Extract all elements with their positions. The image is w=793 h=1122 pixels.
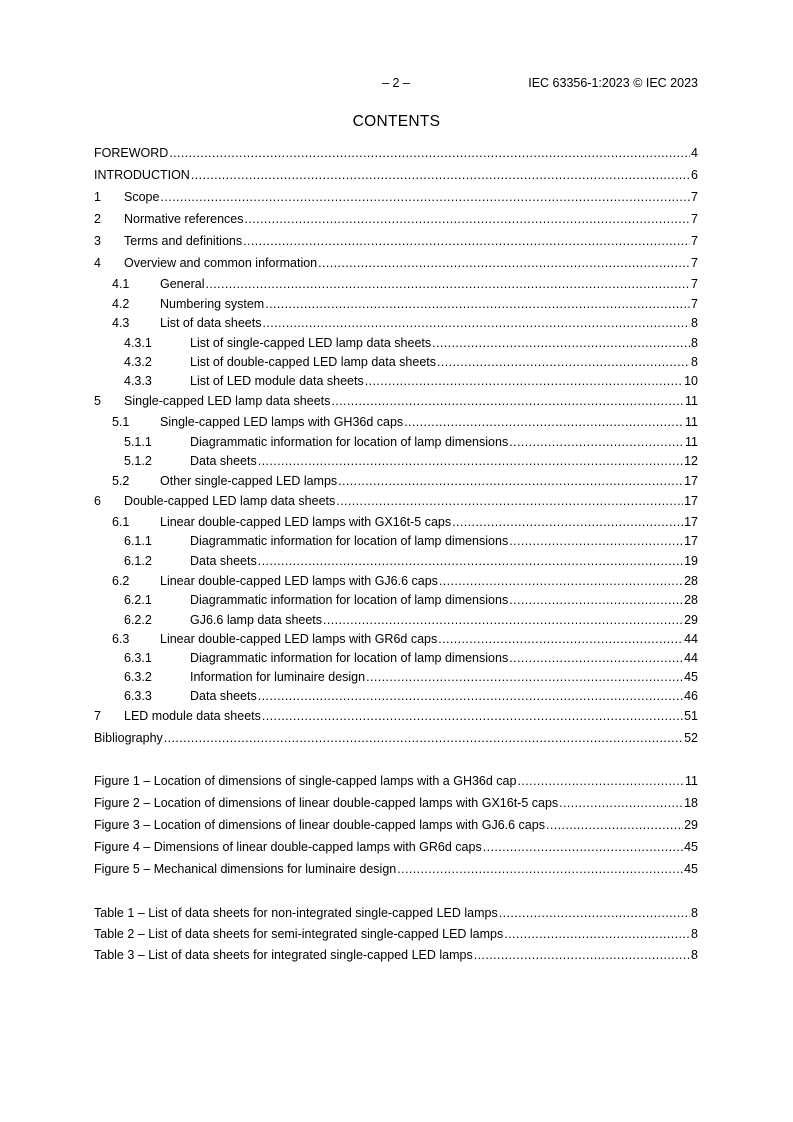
toc-entry[interactable] xyxy=(94,211,698,227)
toc-entry-number: 5.1.1 xyxy=(124,435,152,449)
toc-entry[interactable] xyxy=(94,434,698,450)
toc-entry[interactable] xyxy=(94,688,698,704)
dot-leader xyxy=(245,211,691,227)
toc-entry-title: INTRODUCTION xyxy=(94,168,190,182)
toc-entry[interactable] xyxy=(94,373,698,389)
toc-entry[interactable] xyxy=(94,255,698,271)
toc-entry-number: 5.1.2 xyxy=(124,454,152,468)
toc-entry-title: Diagrammatic information for location of lamp dimensions xyxy=(190,435,509,449)
toc-entry-title: Overview and common information xyxy=(124,256,318,270)
toc-entry[interactable] xyxy=(94,233,698,249)
toc-entry-title: Numbering system xyxy=(160,297,265,311)
toc-entry-number: 6.2 xyxy=(112,574,130,588)
toc-entry-page: 8 xyxy=(691,316,698,330)
toc-entry[interactable] xyxy=(94,453,698,469)
dot-leader xyxy=(160,189,690,205)
toc-entry-page: 29 xyxy=(684,613,698,627)
dot-leader xyxy=(504,926,690,942)
dot-leader xyxy=(265,296,690,312)
toc-entry-title: Diagrammatic information for location of lamp dimensions xyxy=(190,534,509,548)
toc-entry-title: List of single-capped LED lamp data sheets xyxy=(190,336,432,350)
dot-leader xyxy=(258,453,683,469)
toc-entry-page: 12 xyxy=(684,454,698,468)
toc-entry-page: 51 xyxy=(684,709,698,723)
toc-entry-title: Data sheets xyxy=(190,454,257,468)
toc-entry[interactable] xyxy=(94,612,698,628)
toc-entry-number: 4.3.2 xyxy=(124,355,152,369)
toc-entry-number: 6.3 xyxy=(112,632,130,646)
toc-entry[interactable] xyxy=(94,167,698,183)
toc-entry-number: 6.1 xyxy=(112,515,130,529)
table-entry[interactable] xyxy=(94,926,698,942)
page-header xyxy=(94,76,698,92)
dot-leader xyxy=(509,592,683,608)
dot-leader xyxy=(169,145,690,161)
dot-leader xyxy=(483,839,683,855)
toc-entry-number: 4.1 xyxy=(112,277,130,291)
toc-entry-title: Double-capped LED lamp data sheets xyxy=(124,494,336,508)
toc-entry-page: 6 xyxy=(691,168,698,182)
toc-entry[interactable] xyxy=(94,145,698,161)
toc-entry-number: 5.1 xyxy=(112,415,130,429)
toc-entry[interactable] xyxy=(94,650,698,666)
toc-entry[interactable] xyxy=(94,354,698,370)
dot-leader xyxy=(404,414,684,430)
dot-leader xyxy=(164,730,683,746)
dot-leader xyxy=(258,553,683,569)
figure-entry-title: Figure 5 – Mechanical dimensions for luminaire design xyxy=(94,862,397,876)
dot-leader xyxy=(559,795,683,811)
toc-entry-title: Linear double-capped LED lamps with GX16t-5 caps xyxy=(160,515,452,529)
toc-entry[interactable] xyxy=(94,296,698,312)
figure-entry-title: Figure 4 – Dimensions of linear double-capped lamps with GR6d caps xyxy=(94,840,482,854)
toc-entry-title: Other single-capped LED lamps xyxy=(160,474,338,488)
figure-entry[interactable] xyxy=(94,773,698,789)
toc-entry-number: 4.2 xyxy=(112,297,130,311)
toc-entry-number: 5 xyxy=(94,394,101,408)
toc-entry-title: Single-capped LED lamp data sheets xyxy=(124,394,331,408)
dot-leader xyxy=(243,233,690,249)
toc-entry-page: 11 xyxy=(685,394,698,408)
figure-entry[interactable] xyxy=(94,817,698,833)
toc-entry-page: 7 xyxy=(691,190,698,204)
toc-entry-page: 7 xyxy=(691,297,698,311)
figure-entry-title: Figure 1 – Location of dimensions of single-capped lamps with a GH36d cap xyxy=(94,774,517,788)
dot-leader xyxy=(509,434,684,450)
dot-leader xyxy=(437,354,690,370)
page-title: CONTENTS xyxy=(352,113,441,130)
toc-entry-title: List of LED module data sheets xyxy=(190,374,364,388)
figure-entry-title: Figure 3 – Location of dimensions of linear double-capped lamps with GJ6.6 caps xyxy=(94,818,545,832)
toc-entry-title: Data sheets xyxy=(190,554,257,568)
dot-leader xyxy=(331,393,684,409)
table-entry-page: 8 xyxy=(691,948,698,962)
toc-entry[interactable] xyxy=(94,414,698,430)
dot-leader xyxy=(336,493,683,509)
toc-entry-title: Normative references xyxy=(124,212,244,226)
toc-entry[interactable] xyxy=(94,189,698,205)
toc-entry-title: FOREWORD xyxy=(94,146,169,160)
figure-entry-page: 29 xyxy=(684,818,698,832)
toc-entry-page: 8 xyxy=(691,336,698,350)
toc-entry[interactable] xyxy=(94,631,698,647)
toc-entry-number: 4.3.1 xyxy=(124,336,152,350)
toc-entry-title: Single-capped LED lamps with GH36d caps xyxy=(160,415,404,429)
toc-entry-number: 4.3 xyxy=(112,316,130,330)
toc-entry-page: 17 xyxy=(684,474,698,488)
toc-entry[interactable] xyxy=(94,708,698,724)
table-entry[interactable] xyxy=(94,947,698,963)
figure-entry-page: 18 xyxy=(684,796,698,810)
toc-entry-number: 3 xyxy=(94,234,101,248)
toc-entry-number: 2 xyxy=(94,212,101,226)
toc-entry-title: Linear double-capped LED lamps with GJ6.6 caps xyxy=(160,574,438,588)
toc-entry-title: Data sheets xyxy=(190,689,257,703)
dot-leader xyxy=(323,612,683,628)
dot-leader xyxy=(509,650,683,666)
page-number: – 2 – xyxy=(382,76,410,90)
toc-entry-page: 7 xyxy=(691,277,698,291)
toc-entry-number: 4.3.3 xyxy=(124,374,152,388)
figure-entry-page: 45 xyxy=(684,840,698,854)
figure-entry-page: 11 xyxy=(685,774,698,788)
toc-entry-title: List of double-capped LED lamp data sheets xyxy=(190,355,436,369)
dot-leader xyxy=(191,167,690,183)
toc-entry-page: 11 xyxy=(685,415,698,429)
toc-entry-page: 4 xyxy=(691,146,698,160)
dot-leader xyxy=(509,533,683,549)
toc-entry-number: 7 xyxy=(94,709,101,723)
toc-entry-page: 28 xyxy=(684,593,698,607)
toc-entry-number: 6.1.2 xyxy=(124,554,152,568)
toc-entry-page: 19 xyxy=(684,554,698,568)
table-entry-title: Table 1 – List of data sheets for non-integrated single-capped LED lamps xyxy=(94,906,498,920)
toc-entry-number: 6.3.3 xyxy=(124,689,152,703)
toc-entry-page: 10 xyxy=(684,374,698,388)
toc-entry-title: Linear double-capped LED lamps with GR6d caps xyxy=(160,632,438,646)
table-entry[interactable] xyxy=(94,905,698,921)
dot-leader xyxy=(452,514,683,530)
toc-entry-page: 46 xyxy=(684,689,698,703)
dot-leader xyxy=(474,947,690,963)
dot-leader xyxy=(438,631,683,647)
toc-entry-page: 44 xyxy=(684,632,698,646)
toc-entry-number: 6.1.1 xyxy=(124,534,152,548)
toc-entry-page: 28 xyxy=(684,574,698,588)
toc-entry[interactable] xyxy=(94,493,698,509)
toc-entry-title: Diagrammatic information for location of lamp dimensions xyxy=(190,651,509,665)
figure-entry-title: Figure 2 – Location of dimensions of linear double-capped lamps with GX16t-5 caps xyxy=(94,796,559,810)
table-entry-title: Table 2 – List of data sheets for semi-integrated single-capped LED lamps xyxy=(94,927,504,941)
toc-entry-number: 6.2.1 xyxy=(124,593,152,607)
dot-leader xyxy=(366,669,683,685)
toc-entry-title: Scope xyxy=(124,190,160,204)
dot-leader xyxy=(338,473,683,489)
standard-reference: IEC 63356-1:2023 © IEC 2023 xyxy=(528,76,698,90)
dot-leader xyxy=(262,315,690,331)
dot-leader xyxy=(517,773,684,789)
toc-entry-title: LED module data sheets xyxy=(124,709,261,723)
toc-entry[interactable] xyxy=(94,669,698,685)
toc-entry-number: 1 xyxy=(94,190,101,204)
toc-entry-page: 7 xyxy=(691,234,698,248)
toc-entry-number: 6.3.2 xyxy=(124,670,152,684)
toc-entry-number: 5.2 xyxy=(112,474,130,488)
figure-entry[interactable] xyxy=(94,795,698,811)
toc-entry-number: 6.2.2 xyxy=(124,613,152,627)
toc-entry-number: 4 xyxy=(94,256,101,270)
dot-leader xyxy=(499,905,690,921)
toc-entry-page: 11 xyxy=(685,435,698,449)
toc-entry[interactable] xyxy=(94,730,698,746)
toc-entry[interactable] xyxy=(94,533,698,549)
toc-entry[interactable] xyxy=(94,315,698,331)
toc-entry[interactable] xyxy=(94,592,698,608)
toc-entry-page: 52 xyxy=(684,731,698,745)
toc-entry[interactable] xyxy=(94,276,698,292)
dot-leader xyxy=(318,255,690,271)
dot-leader xyxy=(365,373,683,389)
figure-entry[interactable] xyxy=(94,861,698,877)
table-entry-title: Table 3 – List of data sheets for integrated single-capped LED lamps xyxy=(94,948,473,962)
toc-entry-page: 7 xyxy=(691,256,698,270)
toc-entry-page: 45 xyxy=(684,670,698,684)
dot-leader xyxy=(397,861,683,877)
dot-leader xyxy=(439,573,683,589)
toc-entry-title: Information for luminaire design xyxy=(190,670,366,684)
toc-entry[interactable] xyxy=(94,514,698,530)
toc-entry-title: Bibliography xyxy=(94,731,163,745)
dot-leader xyxy=(205,276,690,292)
toc-entry-page: 17 xyxy=(684,515,698,529)
toc-entry-number: 6.3.1 xyxy=(124,651,152,665)
table-entry-page: 8 xyxy=(691,927,698,941)
toc-entry-title: List of data sheets xyxy=(160,316,262,330)
toc-entry-number: 6 xyxy=(94,494,101,508)
figure-entry[interactable] xyxy=(94,839,698,855)
dot-leader xyxy=(262,708,683,724)
figure-entry-page: 45 xyxy=(684,862,698,876)
toc-entry[interactable] xyxy=(94,335,698,351)
dot-leader xyxy=(258,688,683,704)
toc-entry-page: 7 xyxy=(691,212,698,226)
toc-entry-page: 17 xyxy=(684,494,698,508)
table-entry-page: 8 xyxy=(691,906,698,920)
toc-entry-page: 8 xyxy=(691,355,698,369)
toc-entry[interactable] xyxy=(94,573,698,589)
toc-entry[interactable] xyxy=(94,473,698,489)
toc-entry-title: Terms and definitions xyxy=(124,234,243,248)
toc-entry[interactable] xyxy=(94,393,698,409)
toc-entry-title: Diagrammatic information for location of lamp dimensions xyxy=(190,593,509,607)
toc-entry-page: 17 xyxy=(684,534,698,548)
toc-entry-title: General xyxy=(160,277,205,291)
toc-entry-page: 44 xyxy=(684,651,698,665)
dot-leader xyxy=(432,335,690,351)
toc-entry[interactable] xyxy=(94,553,698,569)
toc-entry-title: GJ6.6 lamp data sheets xyxy=(190,613,323,627)
dot-leader xyxy=(546,817,683,833)
